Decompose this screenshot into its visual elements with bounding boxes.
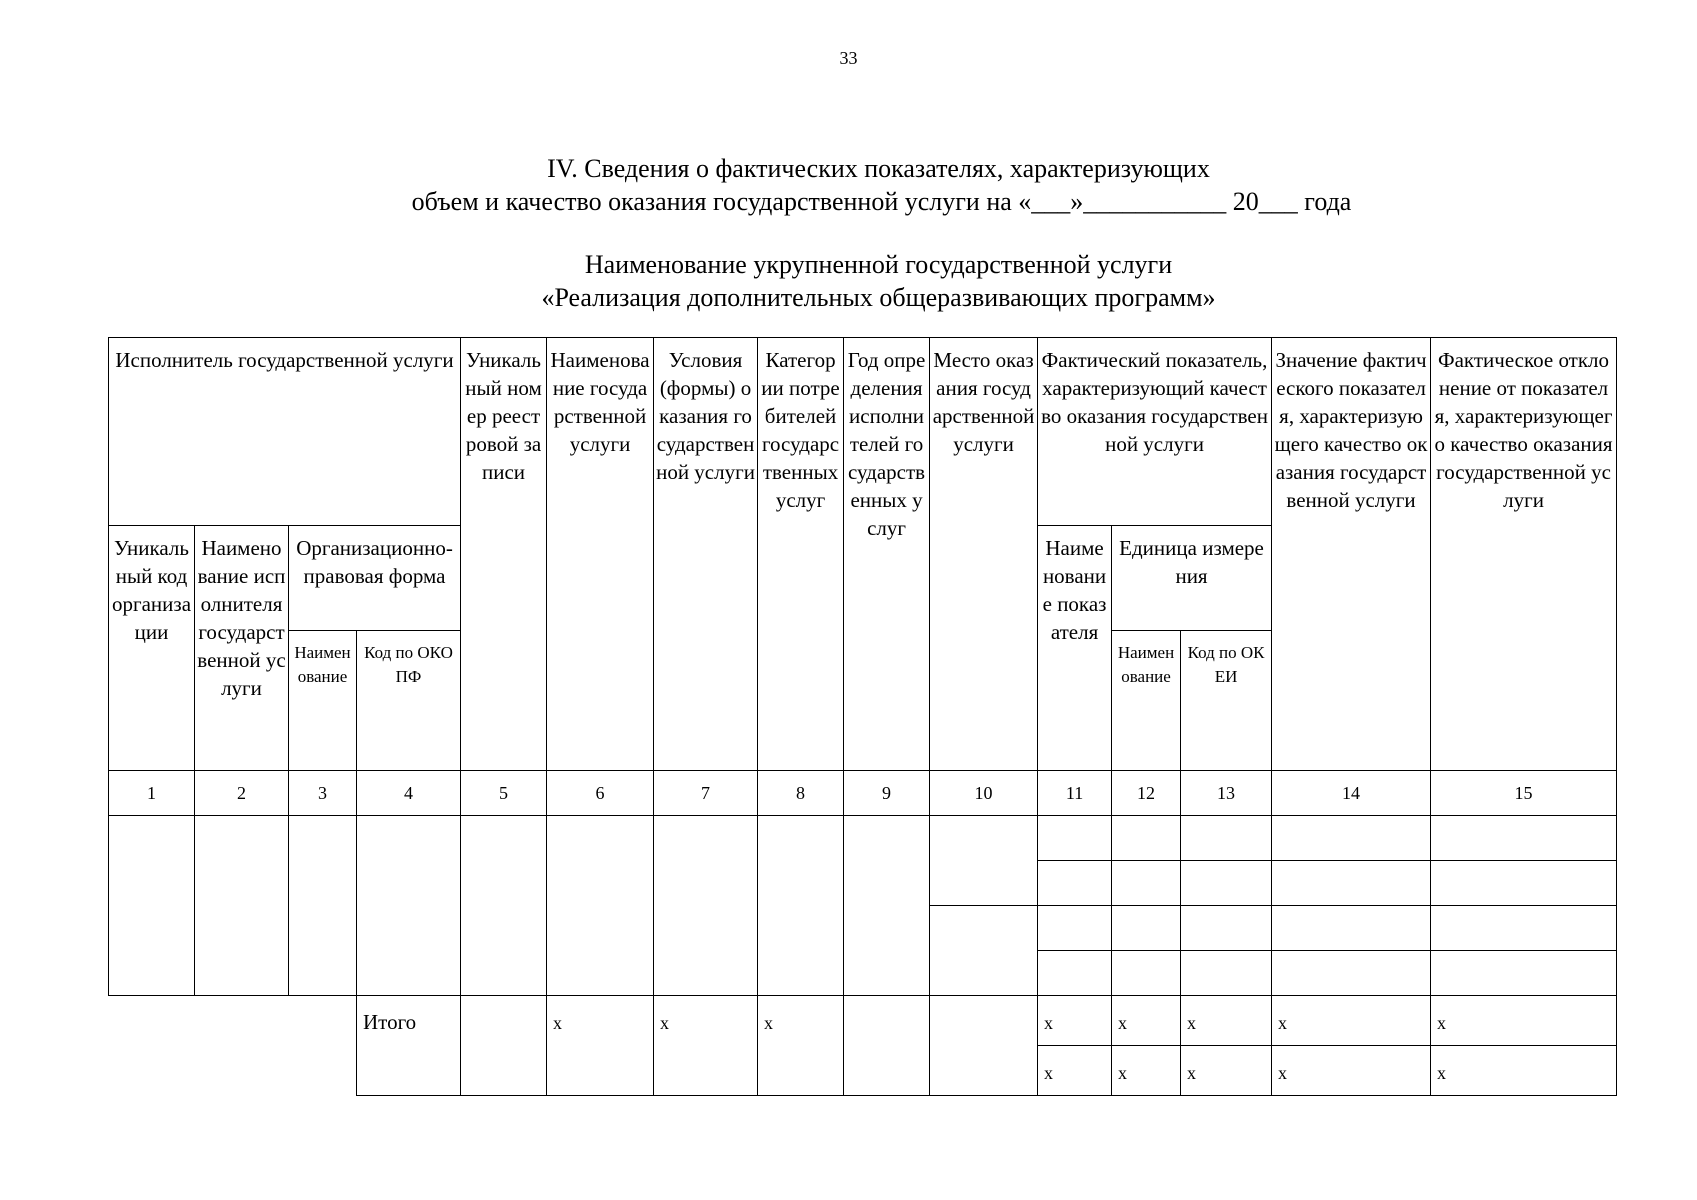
empty-cell [1181,861,1272,906]
header-place: Место оказания государственной услуги [930,338,1038,771]
empty-cell [1431,861,1617,906]
column-number: 3 [289,771,357,816]
header-executor-name: Наименование исполнителя государственной услуги [195,526,289,771]
x-mark: х [1272,1046,1431,1096]
empty-cell [930,816,1038,906]
x-mark: х [1038,996,1112,1046]
empty-cell [1272,861,1431,906]
column-number: 13 [1181,771,1272,816]
empty-cell [1112,906,1181,951]
header-year: Год определения исполнителей государственных услуг [844,338,930,771]
empty-cell [1112,861,1181,906]
empty-cell [1038,951,1112,996]
blank-area [109,996,357,1096]
column-number: 2 [195,771,289,816]
empty-cell [109,816,195,996]
header-service-name: Наименование государственной услуги [547,338,654,771]
empty-cell [461,816,547,996]
empty-cell [1038,861,1112,906]
column-number: 11 [1038,771,1112,816]
header-conditions: Условия (формы) оказания государственной услуги [654,338,758,771]
header-legal-form-name: Наименование [289,631,357,771]
column-number: 5 [461,771,547,816]
column-number: 10 [930,771,1038,816]
header-okei-code: Код по ОКЕИ [1181,631,1272,771]
empty-cell [930,996,1038,1096]
column-number: 6 [547,771,654,816]
x-mark: х [1181,996,1272,1046]
header-categories: Категории потребителей государственных услуг [758,338,844,771]
empty-cell [547,816,654,996]
empty-cell [844,996,930,1096]
header-unit-group: Единица измерения [1112,526,1272,631]
service-title [0,248,1697,314]
empty-cell [654,816,758,996]
header-indicator-name: Наименование показателя [1038,526,1112,771]
empty-cell [357,816,461,996]
indicators-table [108,337,1617,1096]
service-title-line-2: «Реализация дополнительных общеразвивающих программ» [541,283,1216,312]
empty-cell [1272,951,1431,996]
empty-cell [1431,906,1617,951]
empty-cell [1112,816,1181,861]
section-title-line-1: IV. Сведения о фактических показателях, характеризующих [547,154,1210,183]
column-number: 15 [1431,771,1617,816]
empty-cell [289,816,357,996]
header-actual-value: Значение фактического показателя, характеризующего качество оказания государственной услуги [1272,338,1431,771]
column-number: 1 [109,771,195,816]
empty-cell [461,996,547,1096]
x-mark: х [1272,996,1431,1046]
x-mark: х [1431,996,1617,1046]
empty-cell [1431,951,1617,996]
header-unique-org-code: Уникальный код организации [109,526,195,771]
empty-cell [930,906,1038,996]
empty-cell [1272,906,1431,951]
column-number-row [109,771,1617,816]
header-executor-group: Исполнитель государственной услуги [109,338,461,526]
header-okopf-code: Код по ОКОПФ [357,631,461,771]
empty-cell [1272,816,1431,861]
section-title [0,152,1697,218]
header-legal-form-group: Организационно-правовая форма [289,526,461,631]
empty-cell [1038,816,1112,861]
header-actual-deviation: Фактическое отклонение от показателя, характеризующего качество оказания государственной услуги [1431,338,1617,771]
x-mark: х [758,996,844,1096]
x-mark: х [1112,996,1181,1046]
empty-cell [1181,906,1272,951]
service-title-line-1: Наименование укрупненной государственной услуги [584,250,1173,279]
empty-cell [758,816,844,996]
x-mark: х [547,996,654,1096]
page-number: 33 [839,48,858,68]
empty-cell [195,816,289,996]
x-mark: х [1112,1046,1181,1096]
header-registry-number: Уникальный номер реестровой записи [461,338,547,771]
header-unit-name: Наименование [1112,631,1181,771]
empty-cell [1038,906,1112,951]
empty-cell [1112,951,1181,996]
column-number: 14 [1272,771,1431,816]
empty-cell [1181,951,1272,996]
column-number: 12 [1112,771,1181,816]
total-label: Итого [357,996,461,1096]
x-mark: х [1181,1046,1272,1096]
empty-cell [844,816,930,996]
column-number: 9 [844,771,930,816]
total-row [109,996,1617,1046]
x-mark: х [1431,1046,1617,1096]
column-number: 8 [758,771,844,816]
x-mark: х [1038,1046,1112,1096]
data-row [109,816,1617,861]
empty-cell [1181,816,1272,861]
header-actual-indicator-group: Фактический показатель, характеризующий качество оказания государственной услуги [1038,338,1272,526]
column-number: 7 [654,771,758,816]
empty-cell [1431,816,1617,861]
column-number: 4 [357,771,461,816]
x-mark: х [654,996,758,1096]
section-title-line-2: объем и качество оказания государственной услуги на «___»___________ 20___ года [411,187,1352,216]
